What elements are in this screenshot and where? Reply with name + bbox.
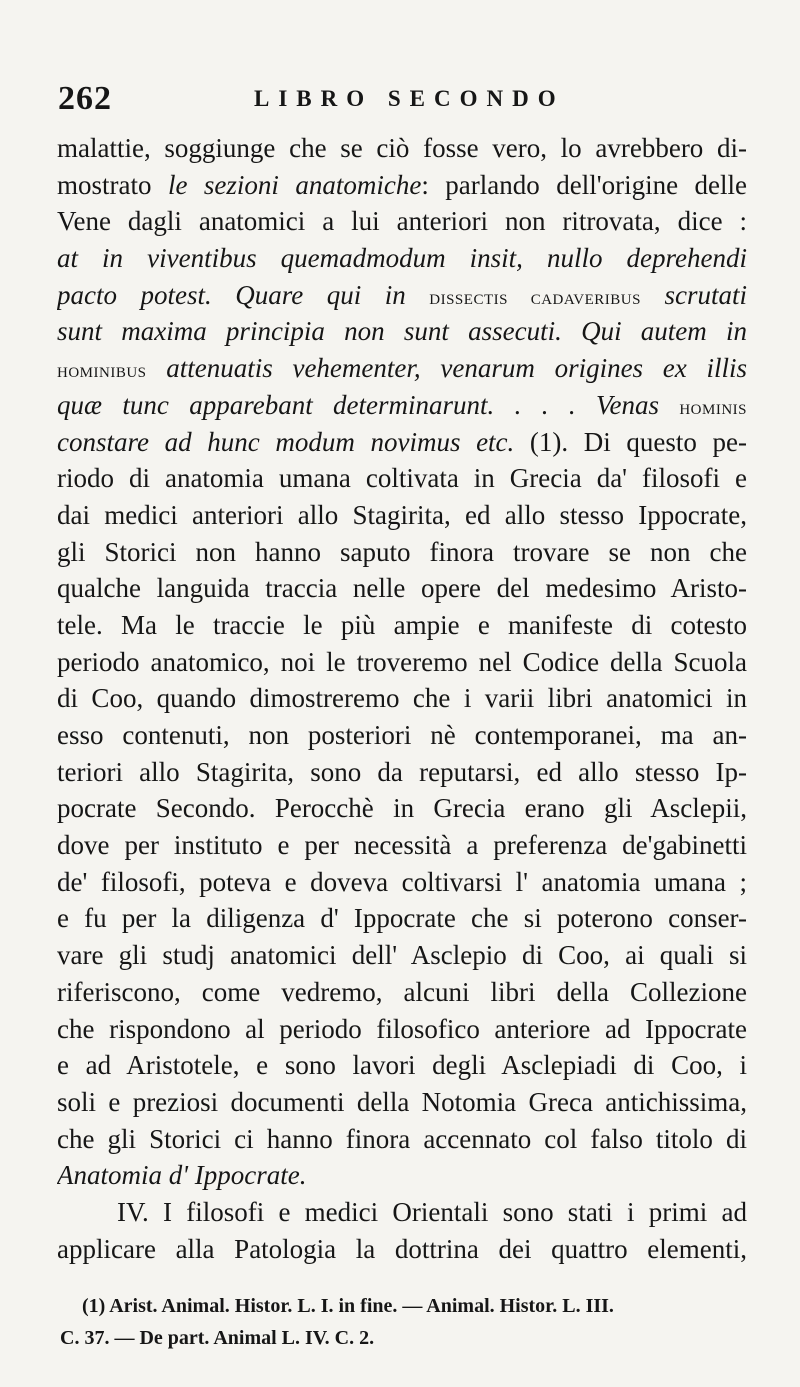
text-segment: hominibus (57, 357, 147, 383)
text-segment: che rispondono al periodo filosofico anteriore ad Ippocrate (57, 1013, 747, 1044)
text-segment: pocrate Secondo. Perocchè in Grecia erano gli Asclepii, (57, 793, 747, 824)
text-line (57, 790, 747, 827)
text-segment: tele. Ma le traccie le più ampie e manifeste di cotesto (57, 609, 747, 640)
text-line (57, 350, 747, 387)
text-line (57, 534, 747, 571)
text-line (57, 203, 747, 240)
text-line (57, 1011, 747, 1048)
text-segment: (1). Di questo pe- (514, 426, 747, 457)
text-line (57, 1231, 747, 1268)
text-segment: vare gli studj anatomici dell' Asclepio di Coo, ai quali si (57, 940, 747, 971)
text-line (57, 277, 747, 314)
text-segment: qualche languida traccia nelle opere del medesimo Aristo- (57, 573, 747, 604)
text-segment: pacto potest. Quare qui in (57, 279, 430, 310)
text-segment: hominis (679, 393, 747, 419)
text-segment: riodo di anatomia umana coltivata in Grecia da' filosofi e (57, 463, 747, 494)
text-line (57, 974, 747, 1011)
text-line (57, 460, 747, 497)
text-segment: mostrato (57, 169, 168, 200)
text-line (57, 130, 747, 167)
text-line (57, 754, 747, 791)
text-segment: malattie, soggiunge che se ciò fosse vero, lo avrebbero di- (57, 133, 747, 163)
text-line (57, 1047, 747, 1084)
text-line (57, 864, 747, 901)
text-line (57, 827, 747, 864)
text-segment: constare ad hunc modum novimus etc. (57, 426, 515, 457)
text-line (57, 1194, 747, 1231)
text-segment: Vene dagli anatomici a lui anteriori non ritrovata, dice : (57, 206, 747, 237)
text-segment: teriori allo Stagirita, sono da reputarsi, ed allo stesso Ip- (57, 756, 747, 787)
text-segment: e fu per la diligenza d' Ippocrate che si poterono conser- (57, 903, 747, 934)
text-segment: quæ tunc apparebant determinarunt. . . . Venas (57, 389, 680, 420)
text-segment: attenuatis vehementer, venarum origines ex illis (146, 353, 747, 384)
text-line (57, 900, 747, 937)
text-line (57, 717, 747, 754)
text-segment: di Coo, quando dimostreremo che i varii libri anatomici in (57, 683, 747, 714)
text-segment: le sezioni anatomiche (167, 169, 422, 200)
text-segment: periodo anatomico, noi le troveremo nel Codice della Scuola (57, 646, 747, 677)
text-segment: esso contenuti, non posteriori nè contemporanei, ma an- (57, 720, 747, 750)
footnotes (60, 1290, 752, 1354)
text-line (57, 644, 747, 681)
text-segment: IV. I filosofi e medici Orientali sono stati i primi ad (117, 1196, 747, 1227)
text-segment: riferiscono, come vedremo, alcuni libri della Collezione (57, 976, 747, 1007)
text-segment: sunt maxima principia non sunt assecuti. Qui autem in (57, 316, 747, 347)
text-line (57, 570, 747, 607)
text-segment: applicare alla Patologia la dottrina dei quattro elementi, (57, 1233, 747, 1264)
text-line (57, 497, 747, 534)
text-line (57, 680, 747, 717)
text-segment: che gli Storici ci hanno finora accennato col falso titolo di (57, 1123, 747, 1154)
running-head (58, 80, 758, 130)
text-segment: dai medici anteriori allo Stagirita, ed allo stesso Ippocrate, (57, 499, 747, 530)
text-line (57, 1157, 747, 1194)
text-segment: dove per instituto e per necessità a preferenza de'gabinetti (57, 830, 747, 861)
footnote-line: C. 37. — De part. Animal L. IV. C. 2. (60, 1327, 375, 1349)
text-line (57, 1084, 747, 1121)
text-line (57, 424, 747, 461)
footnote-line: (1) Arist. Animal. Histor. L. I. in fine. — Animal. Histor. L. III. (82, 1295, 614, 1317)
text-line (57, 167, 747, 204)
text-line (57, 937, 747, 974)
text-segment: de' filosofi, poteva e doveva coltivarsi l' anatomia umana ; (57, 866, 747, 897)
body-text (57, 130, 747, 1267)
text-segment: e ad Aristotele, e sono lavori degli Asclepiadi di Coo, i (57, 1050, 747, 1081)
text-line (57, 607, 747, 644)
text-segment: gli Storici non hanno saputo finora trovare se non che (57, 536, 747, 567)
text-segment: at in viventibus quemadmodum insit, nullo deprehendi (57, 243, 747, 274)
text-line (57, 387, 747, 424)
running-title: LIBRO SECONDO (254, 86, 565, 111)
text-segment: soli e preziosi documenti della Notomia Greca antichissima, (57, 1086, 747, 1117)
text-line (57, 240, 747, 277)
text-line (57, 313, 747, 350)
text-segment: : parlando dell'origine delle (421, 169, 747, 200)
page-number: 262 (58, 80, 112, 117)
text-segment: Anatomia d' Ippocrate. (57, 1160, 307, 1191)
text-line (57, 1121, 747, 1158)
text-segment: scrutati (640, 279, 747, 310)
text-segment: dissectis cadaveribus (429, 283, 641, 309)
